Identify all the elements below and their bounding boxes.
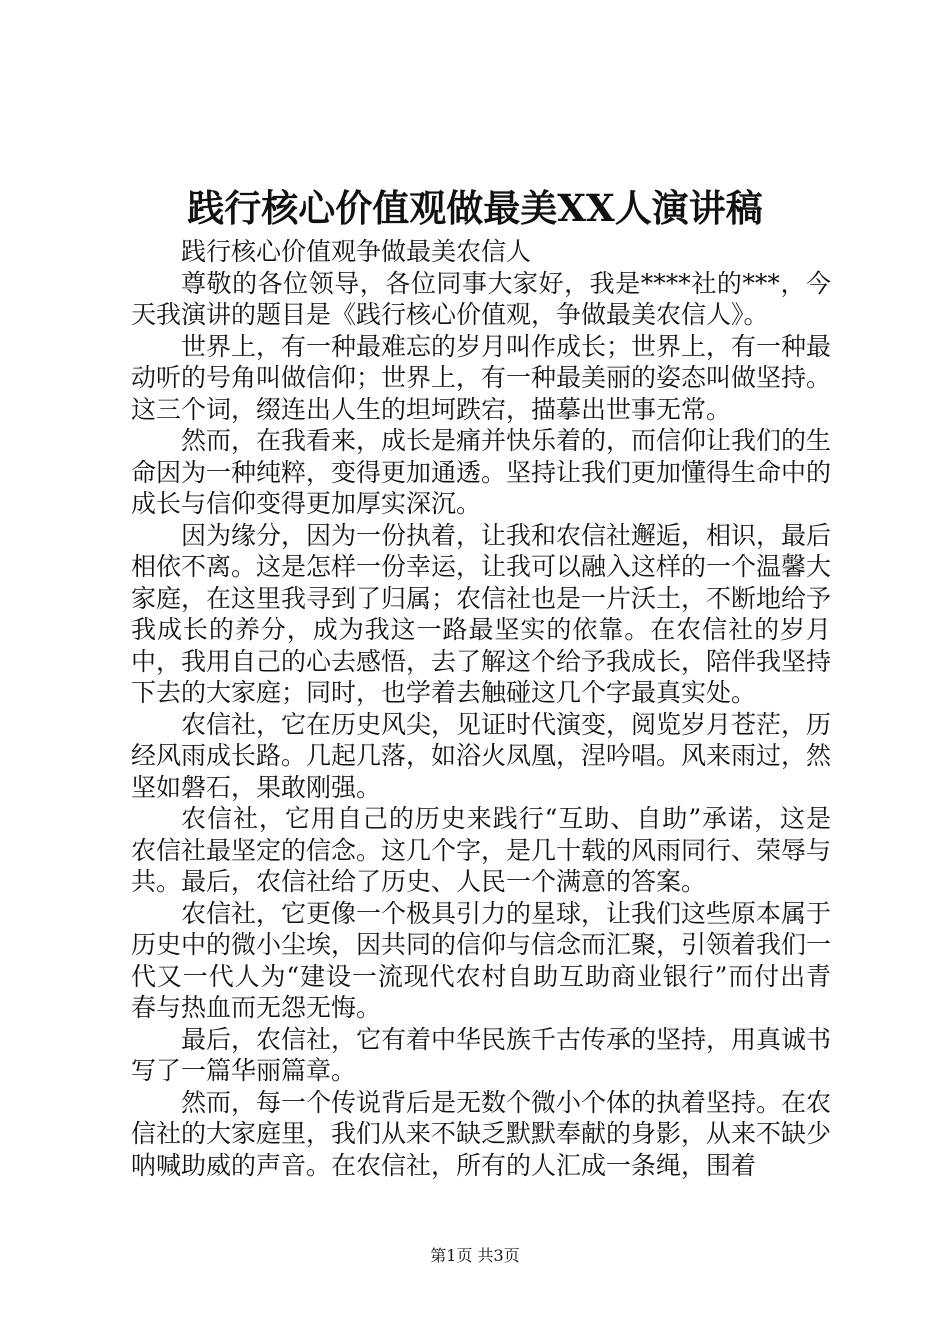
paragraph: 践行核心价值观争做最美农信人: [181, 237, 532, 266]
paragraph: 最后，农信社，它有着中华民族千古传承的坚持，用真诚书写了一篇华丽篇章。: [131, 1024, 832, 1085]
paragraph: 尊敬的各位领导，各位同事大家好，我是****社的***，今天我演讲的题目是《践行核心价值观，争做最美农信人》。: [131, 268, 831, 329]
paragraph: 世界上，有一种最难忘的岁月叫作成长；世界上，有一种最动听的号角叫做信仰；世界上，有一种最美丽的姿态叫做坚持。这三个词，缀连出人生的坦坷跌宕，描摹出世事无常。: [131, 331, 832, 424]
paragraph: 农信社，它在历史风尖，见证时代演变，阅览岁月苍茫，历经风雨成长路。几起几落，如浴火凤凰，涅吟唱。风来雨过，然坚如磐石，果敢刚强。: [131, 709, 832, 802]
paragraph: 因为缘分，因为一份执着，让我和农信社邂逅，相识，最后相依不离。这是怎样一份幸运，让我可以融入这样的一个温馨大家庭，在这里我寻到了归属；农信社也是一片沃土，不断地给予我成长的养分，成为我这一路最坚实的依靠。在农信社的岁月中，我用自己的心去感悟，去了解这个给予我成长，陪伴我坚持下去的大家庭；同时，也学着去触碰这几个字最真实处。: [131, 520, 832, 707]
document-title: 践行核心价值观做最美XX人演讲稿: [187, 186, 763, 230]
document-body: [131, 236, 831, 1181]
paragraph: 农信社，它更像一个极具引力的星球，让我们这些原本属于历史中的微小尘埃，因共同的信仰与信念而汇聚，引领着我们一代又一代人为“建设一流现代农村自助互助商业银行”而付出青春与热血而无怨无悔。: [131, 898, 832, 1022]
paragraph: 农信社，它用自己的历史来践行“互助、自助”承诺，这是农信社最坚定的信念。这几个字，是几十载的风雨同行、荣辱与共。最后，农信社给了历史、人民一个满意的答案。: [131, 804, 832, 896]
paragraph: 然而，每一个传说背后是无数个微小个体的执着坚持。在农信社的大家庭里，我们从来不缺乏默默奉献的身影，从来不缺少呐喊助威的声音。在农信社，所有的人汇成一条绳，围着: [131, 1087, 832, 1180]
paragraph: 然而，在我看来，成长是痛并快乐着的，而信仰让我们的生命因为一种纯粹，变得更加通透。坚持让我们更加懂得生命中的成长与信仰变得更加厚实深沉。: [131, 426, 832, 518]
page-footer: 第1页 共3页: [430, 1246, 520, 1265]
